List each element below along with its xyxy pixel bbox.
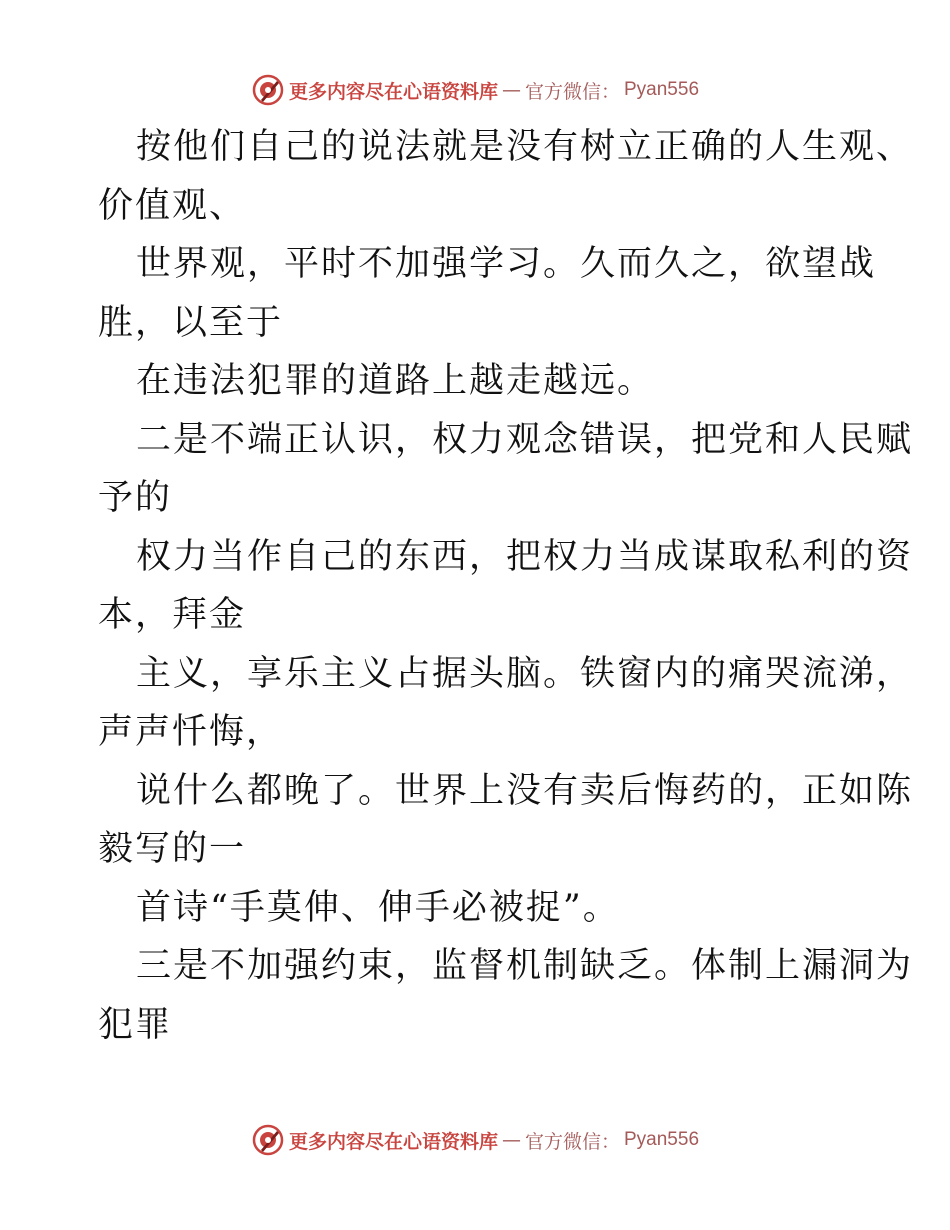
text-line: 权力当作自己的东西，把权力当成谋取私利的资 xyxy=(136,536,914,577)
text-line: 首诗“手莫伸、伸手必被捉”。 xyxy=(136,887,620,928)
text-line: 按他们自己的说法就是没有树立正确的人生观、 xyxy=(136,127,914,167)
document-body xyxy=(98,118,914,1054)
text-line: 说什么都晚了。世界上没有卖后悔药的，正如陈 xyxy=(136,770,914,811)
header-banner xyxy=(0,70,950,110)
text-line: 主义，享乐主义占据头脑。铁窗内的痛哭流涕， xyxy=(136,653,914,694)
banner-dash: — xyxy=(501,79,521,101)
text-line: 在违法犯罪的道路上越走越远。 xyxy=(136,361,655,401)
text-line: 犯罪 xyxy=(98,1004,173,1045)
quill-pen-circle-icon xyxy=(251,73,285,107)
footer-dash: — xyxy=(501,1129,521,1151)
text-line: 世界观，平时不加强学习。久而久之，欲望战 xyxy=(136,244,877,284)
quill-pen-circle-icon xyxy=(251,1123,285,1157)
text-line: 本，拜金 xyxy=(98,595,247,635)
footer-wechat-id: Pyan556 xyxy=(624,1129,700,1150)
banner-official-label: 官方微信： xyxy=(524,80,620,103)
banner-brand-text: 更多内容尽在心语资料库 xyxy=(288,80,498,103)
banner-wechat-id: Pyan556 xyxy=(624,79,700,100)
footer-brand-text: 更多内容尽在心语资料库 xyxy=(288,1130,498,1153)
text-line: 毅写的一 xyxy=(98,829,247,869)
text-line: 予的 xyxy=(98,478,173,518)
footer-official-label: 官方微信： xyxy=(524,1130,620,1153)
text-line: 二是不端正认识，权力观念错误，把党和人民赋 xyxy=(136,419,914,460)
text-line: 声声忏悔， xyxy=(98,712,284,752)
footer-banner xyxy=(0,1120,950,1160)
text-line: 三是不加强约束，监督机制缺乏。体制上漏洞为 xyxy=(136,946,914,986)
text-line: 价值观、 xyxy=(98,185,247,226)
text-line: 胜，以至于 xyxy=(98,302,284,343)
